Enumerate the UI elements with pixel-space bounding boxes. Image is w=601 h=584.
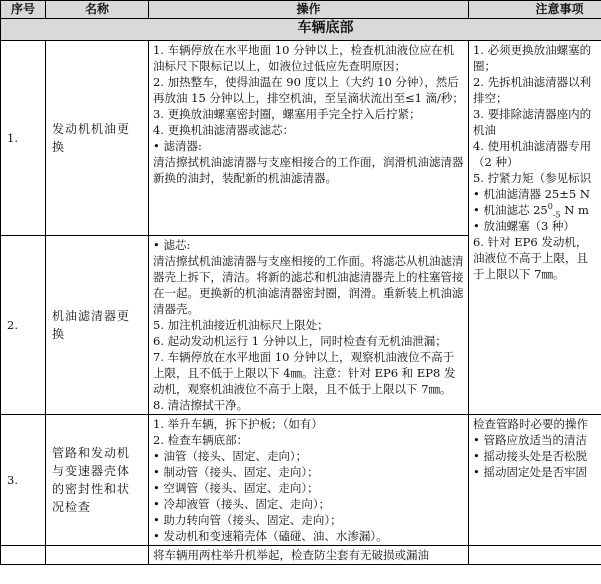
section-row <box>1 19 601 41</box>
header-no: 序号 <box>1 1 46 19</box>
filter-core-sub: -5 <box>552 210 561 220</box>
operation-step: • 助力转向管（接头、固定、走向）； <box>153 513 342 527</box>
note-line-filter-core <box>473 202 601 218</box>
operation-step: 2. 加热整车，使得油温在 90 度以上（大约 10 分钟），然后再放油 15 分钟以上，排空机油，至呈滴状流出至≤1 滴/秒； <box>153 75 464 105</box>
operation-cell <box>149 415 469 546</box>
note-line: 油液位不高于上限，且 <box>473 251 588 265</box>
row-item-name: 机油滤清器更换 <box>46 236 149 415</box>
row-item-name: 管路和发动机与变速器壳体的密封性和状况检查 <box>46 415 149 546</box>
note-line: 机油 <box>473 123 496 137</box>
operation-step: 3. 更换放油螺塞密封圈，螺塞用手完全拧入后拧紧； <box>153 107 421 121</box>
operation-step: 8. 清洁擦拭干净。 <box>153 398 249 412</box>
note-line: • 放油螺塞（3 种） <box>473 219 575 233</box>
row-number: 3. <box>1 415 46 546</box>
note-line: 排空； <box>473 91 508 105</box>
operation-step: 7. 车辆停放在水平地面 10 分钟以上，观察机油液位不高于上限，且不低于上限以下 4㎜。注意：针对 EP6 和 EP8 发动机，观察机油液位不高于上限，且不低于上限以下 7㎜。 <box>153 350 456 396</box>
row-number: 1. <box>1 41 46 236</box>
header-notes: 注意事项 <box>469 1 601 19</box>
row-number: 2. <box>1 236 46 415</box>
notes-cell <box>469 415 601 546</box>
note-line: • 摇动固定处是否牢固 <box>473 465 587 479</box>
header-operation: 操作 <box>149 1 469 19</box>
operation-step: 将车辆用两柱举升机举起，检查防尘套有无破损或漏油 <box>153 548 429 562</box>
row-number <box>1 546 46 565</box>
table-row <box>1 415 601 546</box>
operation-step: • 制动管（接头、固定、走向）； <box>153 465 319 479</box>
notes-cell <box>469 41 601 415</box>
operation-step: • 滤清器: <box>153 139 202 153</box>
operation-step: 5. 加注机油接近机油标尺上限处； <box>153 318 329 332</box>
table-header-row <box>1 1 601 19</box>
filter-core-unit: N m <box>560 203 589 217</box>
note-line: 5. 拧紧力矩（参见标识 <box>473 171 592 185</box>
note-line: 2. 先拆机油滤清器以利 <box>473 75 592 89</box>
operation-cell <box>149 236 469 415</box>
operation-step: 2. 检查车辆底部： <box>153 433 249 447</box>
operation-step: • 冷却液管（接头、固定、走向）； <box>153 497 331 511</box>
filter-core-text: • 机油滤芯 25 <box>473 203 548 217</box>
note-line: 于上限以下 7㎜。 <box>473 267 565 281</box>
operation-cell <box>149 546 469 565</box>
operation-step: • 滤芯: <box>153 238 191 252</box>
table-row <box>1 41 601 236</box>
note-line: （2 种） <box>473 155 519 169</box>
operation-step: 清洁擦拭机油滤清器与支座相接的工作面。将滤芯从机油滤清器壳上拆下，清洁。将新的滤芯和机油滤清器壳上的柱塞管接在一起。更换新的机油滤清器密封圈，润滑。重新装上机油滤清器壳。 <box>153 254 464 316</box>
operation-step: 4. 更换机油滤清器或滤芯： <box>153 123 295 137</box>
table-row <box>1 546 601 565</box>
filter-core-sup: 0 <box>547 202 553 212</box>
note-line: 6. 针对 EP6 发动机， <box>473 235 588 249</box>
note-line: 3. 要排除滤清器座内的 <box>473 107 592 121</box>
row-item-name <box>46 546 149 565</box>
notes-cell <box>469 546 601 565</box>
header-name: 名称 <box>46 1 149 19</box>
operation-cell <box>149 41 469 236</box>
operation-step: 1. 车辆停放在水平地面 10 分钟以上，检查机油液位应在机油标尺下限标记以上，如液位过低应先查明原因； <box>153 43 455 73</box>
note-line: 检查管路时必要的操作 <box>473 417 588 431</box>
operation-step: • 发动机和变速箱壳体（磕碰、油、水渗漏）。 <box>153 529 388 543</box>
operation-step: • 空调管（接头、固定、走向）； <box>153 481 319 495</box>
operation-step: 清洁擦拭机油滤清器与支座相接合的工作面，润滑机油滤清器新换的油封，装配新的机油滤清器。 <box>153 155 464 185</box>
section-title: 车辆底部 <box>1 19 601 41</box>
note-line: 1. 必须更换放油螺塞的 <box>473 43 592 57</box>
operation-step: 6. 起动发动机运行 1 分钟以上，同时检查有无机油泄漏； <box>153 334 447 348</box>
note-line: • 摇动接头处是否松脱 <box>473 449 587 463</box>
note-line: • 管路应放适当的清洁 <box>473 433 587 447</box>
operation-step: • 油管（接头、固定、走向）； <box>153 449 308 463</box>
note-line: 圈； <box>473 59 496 73</box>
row-item-name: 发动机机油更换 <box>46 41 149 236</box>
operation-step: 1. 举升车辆，拆下护板；（如有） <box>153 417 323 431</box>
note-line: 4. 使用机油滤清器专用 <box>473 139 592 153</box>
note-line: • 机油滤清器 25±5 N <box>473 187 590 201</box>
